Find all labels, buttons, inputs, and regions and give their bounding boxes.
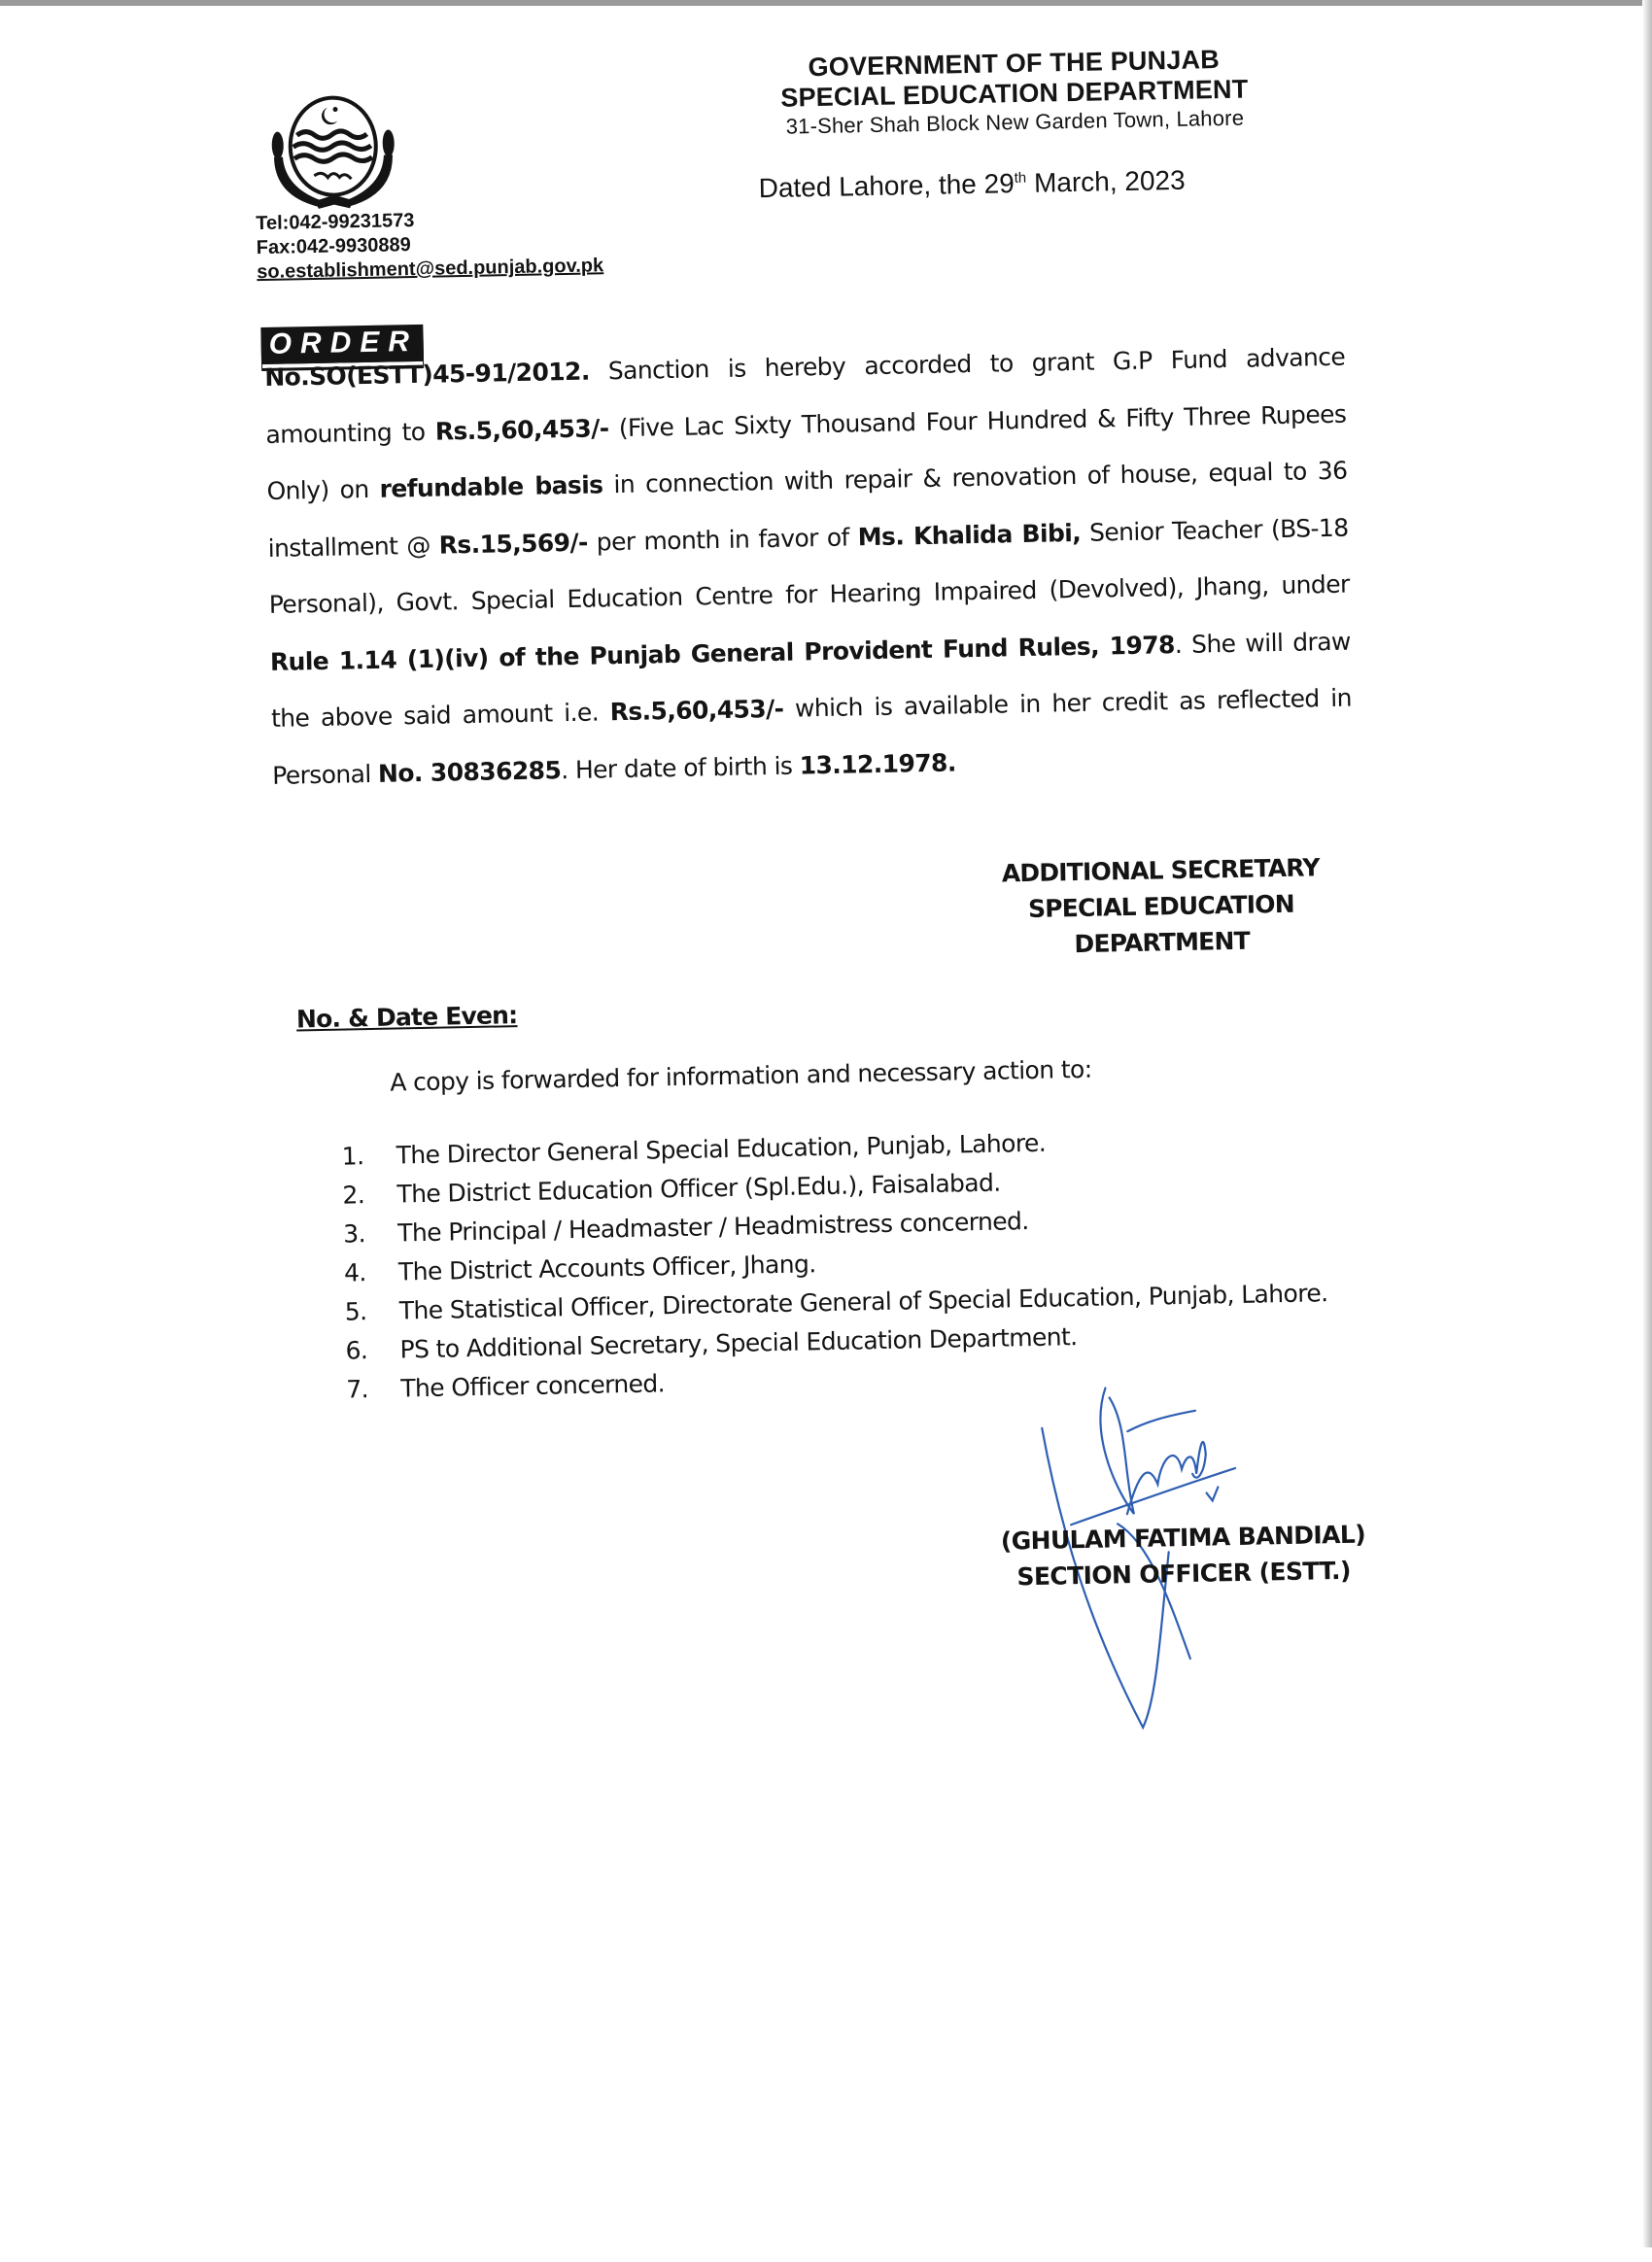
recipient-number: 6.: [345, 1336, 368, 1365]
telephone-number: Tel:042-99231573: [256, 209, 415, 235]
government-name: GOVERNMENT OF THE PUNJAB: [808, 45, 1221, 83]
recipient-text: The Statistical Officer, Directorate General of Special Education, Punjab, Lahore.: [398, 1279, 1328, 1325]
emphasized-text: Rs.5,60,453/-: [434, 413, 609, 446]
recipient-number: 2.: [342, 1181, 365, 1210]
signatory-name: (GHULAM FATIMA BANDIAL): [1000, 1520, 1366, 1556]
recipient-number: 4.: [343, 1258, 366, 1287]
forwarding-note: A copy is forwarded for information and necessary action to:: [389, 1054, 1092, 1097]
endorsement-heading: No. & Date Even:: [295, 1001, 518, 1034]
document-date: Dated Lahore, the 29th March, 2023: [758, 164, 1186, 204]
issuing-authority: ADDITIONAL SECRETARY SPECIAL EDUCATION DEPARTMENT: [1001, 853, 1320, 959]
body-text: (Five Lac Sixty Thousand Four Hundred & Fifty Three Rupees Only) on: [266, 399, 1347, 505]
recipient-text: The District Accounts Officer, Jhang.: [397, 1250, 816, 1286]
emphasized-text: Ms. Khalida Bibi,: [857, 518, 1082, 551]
recipient-number: 5.: [344, 1297, 367, 1326]
body-text: in connection with repair & renovation of house, equal to 36 installment @: [267, 456, 1348, 563]
emphasized-text: No. 30836285: [377, 755, 562, 788]
recipient-text: The District Education Officer (Spl.Edu.), Faisalabad.: [396, 1168, 1001, 1209]
recipient-number: 3.: [342, 1219, 366, 1249]
recipient-text: The Officer concerned.: [400, 1369, 666, 1403]
emphasized-text: No.SO(ESTT)45-91/2012.: [264, 357, 590, 392]
contact-details: [256, 205, 603, 285]
email-link[interactable]: so.establishment@sed.punjab.gov.pk: [257, 255, 604, 284]
body-text: Sanction is hereby accorded to grant G.P Fund advance amounting to: [265, 342, 1346, 449]
recipient-text: PS to Additional Secretary, Special Education Department.: [399, 1322, 1078, 1364]
recipient-number: 1.: [341, 1142, 364, 1171]
department-address: 31-Sher Shah Block New Garden Town, Lahore: [785, 105, 1245, 139]
department-name: SPECIAL EDUCATION DEPARTMENT: [780, 74, 1249, 113]
body-text: Senior Teacher (BS-18 Personal), Govt. Special Education Centre for Hearing Impaired (Devolved), Jhang, under: [268, 513, 1350, 619]
emphasized-text: 13.12.1978.: [799, 747, 956, 779]
body-text: per month in favor of: [587, 522, 858, 557]
recipient-list: [341, 1117, 1395, 1410]
signatory-block: [979, 1516, 1388, 1595]
signatory-designation: SECTION OFFICER (ESTT.): [1016, 1556, 1352, 1592]
punjab-emblem-icon: [259, 85, 407, 214]
order-heading: ORDER: [260, 325, 424, 364]
emphasized-text: Rs.5,60,453/-: [609, 694, 784, 727]
body-text: . She will draw the above said amount i.e.: [270, 627, 1352, 733]
body-text: which is available in her credit as reflected in Personal: [271, 683, 1353, 790]
letterhead-title: [741, 44, 1288, 142]
order-body: [264, 329, 1354, 805]
recipient-text: The Director General Special Education, Punjab, Lahore.: [396, 1128, 1047, 1170]
recipient-number: 7.: [346, 1375, 369, 1404]
body-text: . Her date of birth is: [560, 750, 800, 784]
emphasized-text: Rule 1.14 (1)(iv) of the Punjab General Provident Fund Rules, 1978: [269, 630, 1176, 676]
recipient-text: The Principal / Headmaster / Headmistress concerned.: [396, 1207, 1029, 1248]
emphasized-text: Rs.15,569/-: [438, 528, 589, 560]
emphasized-text: refundable basis: [379, 470, 603, 503]
fax-number: Fax:042-9930889: [256, 234, 411, 259]
